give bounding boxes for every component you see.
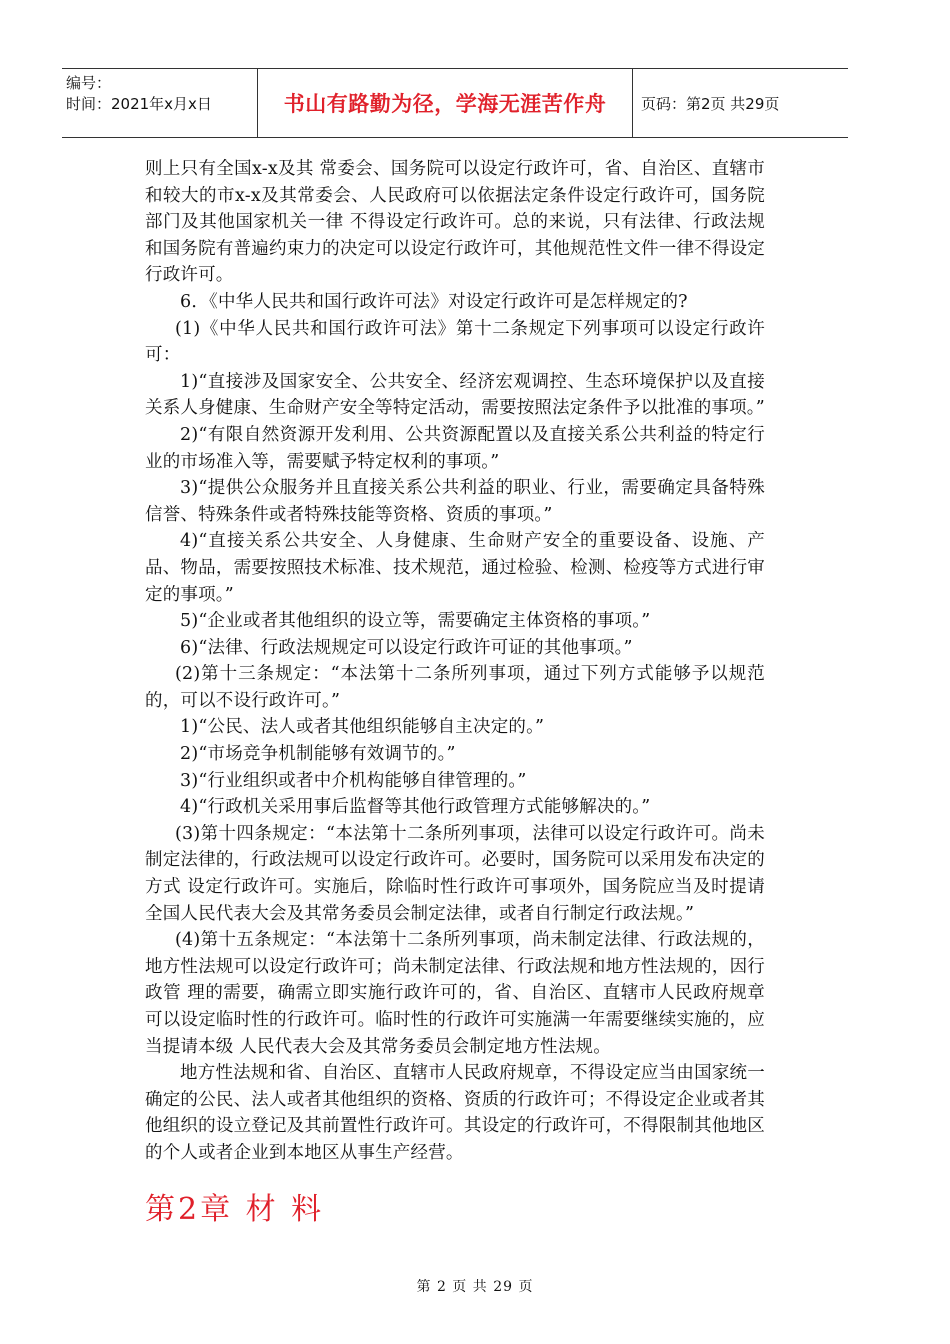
list-item: 2)“有限自然资源开发利用、公共资源配置以及直接关系公共利益的特定行业的市场准入等，需要赋予特定权利的事项。” xyxy=(145,424,765,472)
list-item: 3)“提供公众服务并且直接关系公共利益的职业、行业，需要确定具备特殊信誉、特殊条件或者特殊技能等资格、资质的事项。” xyxy=(145,478,765,525)
list-item: 6)“法律、行政法规规定可以设定行政许可证的其他事项。” xyxy=(180,637,633,658)
header-page-code: 页码：第2页 共29页 xyxy=(641,94,780,113)
list-item: 3)“行业组织或者中介机构能够自律管理的。” xyxy=(180,770,527,791)
list-item: 1)“直接涉及国家安全、公共安全、经济宏观调控、生态环境保护以及直接关系人身健康、生命财产安全等特定活动，需要按照法定条件予以批准的事项。” xyxy=(145,371,765,419)
list-item: 4)“直接关系公共安全、人身健康、生命财产安全的重要设备、设施、产品、物品，需要按照技术标准、技术规范，通过检验、检测、检疫等方式进行审定的事项。” xyxy=(145,531,765,605)
paragraph: 地方性法规和省、自治区、直辖市人民政府规章，不得设定应当由国家统一确定的公民、法人或者其他组织的资格、资质的行政许可；不得设定企业或者其他组织的设立登记及其前置性行政许可。其设定的行政许可，不得限制其他地区的个人或者企业到本地区从事生产经营。 xyxy=(145,1063,765,1163)
header-meta xyxy=(62,69,258,137)
page-header xyxy=(62,68,848,138)
paragraph: (4)第十五条规定：“本法第十二条所列事项，尚未制定法律、行政法规的，地方性法规可以设定行政许可；尚未制定法律、行政法规和地方性法规的，因行政管 理的需要，确需立即实施行政许可的，省、自治区、直辖市人民政府规章可以设定临时性的行政许可。临时性的行政许可实施满一年需要继续实施的，应当提请本级 人民代表大会及其常务委员会制定地方性法规。 xyxy=(145,930,765,1057)
document-body xyxy=(145,156,765,1167)
number-label: 编号： xyxy=(66,74,112,92)
list-item: 1)“公民、法人或者其他组织能够自主决定的。” xyxy=(180,717,545,738)
list-item: 5)“企业或者其他组织的设立等，需要确定主体资格的事项。” xyxy=(180,611,651,632)
paragraph: (1)《中华人民共和国行政许可法》第十二条规定下列事项可以设定行政许可： xyxy=(145,318,765,366)
paragraph: 则上只有全国x-x及其 常委会、国务院可以设定行政许可，省、自治区、直辖市和较大的市x-x及其常委会、人民政府可以依据法定条件设定行政许可，国务院部门及其他国家机关一律 不得设定行政许可。总的来说，只有法律、行政法规和国务院有普遍约束力的决定可以设定行政许可，其他规范性文件一律不得设定行政许可。 xyxy=(145,159,765,286)
time-label: 时间：2021年x月x日 xyxy=(66,95,212,113)
chapter-heading: 第2章 材 料 xyxy=(145,1192,325,1227)
page-footer: 第 2 页 共 29 页 xyxy=(416,1279,534,1295)
question-heading: 6．《中华人民共和国行政许可法》对设定行政许可是怎样规定的? xyxy=(180,291,688,312)
header-motto: 书山有路勤为径，学海无涯苦作舟 xyxy=(258,69,633,137)
paragraph: (3)第十四条规定：“本法第十二条所列事项，法律可以设定行政许可。尚未制定法律的，行政法规可以设定行政许可。必要时，国务院可以采用发布决定的方式 设定行政许可。实施后，除临时性行政许可事项外，国务院应当及时提请全国人民代表大会及其常务委员会制定法律，或者自行制定行政法规。” xyxy=(145,823,765,924)
list-item: 4)“行政机关采用事后监督等其他行政管理方式能够解决的。” xyxy=(180,797,651,818)
paragraph: (2)第十三条规定：“本法第十二条所列事项，通过下列方式能够予以规范的，可以不设行政许可。” xyxy=(145,664,765,711)
list-item: 2)“市场竞争机制能够有效调节的。” xyxy=(180,744,456,765)
